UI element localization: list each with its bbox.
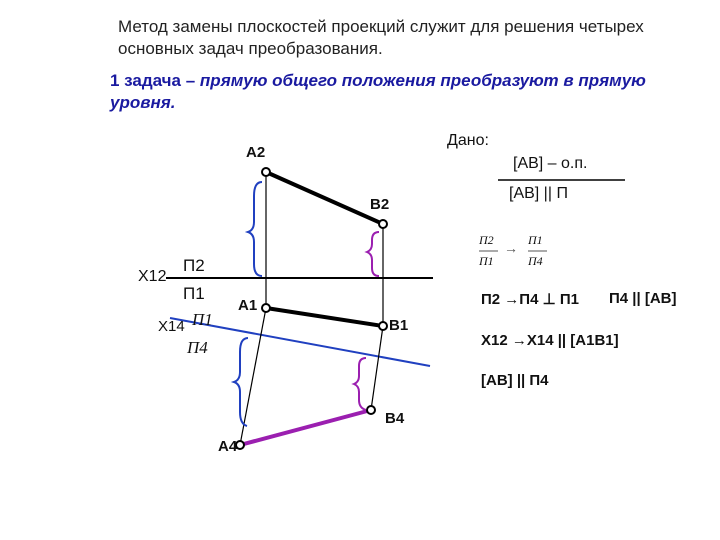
task-dash: – <box>181 71 200 90</box>
point-b1 <box>379 322 387 330</box>
label-x12: X12 <box>138 268 167 285</box>
segment-a1b1 <box>266 308 383 326</box>
label-a4: A4 <box>218 438 238 455</box>
label-p1: П1 <box>183 284 205 303</box>
fraction-bottom-right: П4 <box>528 254 543 268</box>
fraction-bottom-left: П1 <box>479 254 494 268</box>
label-b4: B4 <box>385 410 405 427</box>
label-p2: П2 <box>183 256 205 275</box>
point-a4 <box>236 441 244 449</box>
label-p1-italic: П1 <box>192 310 213 329</box>
task-line-2: уровня. <box>110 93 176 112</box>
intro-line-1: Метод замены плоскостей проекций служит для решения четырех <box>118 17 644 36</box>
label-a2: A2 <box>246 144 266 161</box>
task-number: 1 задача <box>110 71 182 90</box>
label-b2: B2 <box>370 196 390 213</box>
point-a1 <box>262 304 270 312</box>
task-line-1: прямую общего положения преобразуют в прямую <box>199 71 646 90</box>
brace-b4-distance <box>354 358 366 410</box>
given-title: Дано: <box>447 132 489 149</box>
condition-line-4: [AB] || П4 <box>481 372 549 389</box>
fraction-arrow-icon: → <box>504 240 518 256</box>
point-b4 <box>367 406 375 414</box>
label-b1: B1 <box>389 317 409 334</box>
given-line-1: [AB] – о.п. <box>513 155 588 172</box>
point-a2 <box>262 168 270 176</box>
point-b2 <box>379 220 387 228</box>
brace-b2-distance <box>367 232 379 276</box>
condition-line-1: П2 →П4 ⊥ П1 <box>481 291 579 308</box>
condition-line-2: П4 || [AB] <box>609 290 677 307</box>
given-line-2: [AB] || П <box>509 185 568 202</box>
segment-a2b2 <box>266 172 383 224</box>
label-p4-italic: П4 <box>187 338 208 357</box>
label-x14: X14 <box>158 318 185 335</box>
condition-line-3: X12 →X14 || [A1B1] <box>481 332 619 349</box>
segment-a4b4 <box>240 410 371 445</box>
brace-a2-distance <box>248 182 262 276</box>
link-line-b1-b4 <box>371 326 383 410</box>
label-a1: A1 <box>238 297 258 314</box>
intro-line-2: основных задач преобразования. <box>118 39 383 58</box>
fraction-top-right: П1 <box>528 233 543 247</box>
fraction-top-left: П2 <box>479 233 494 247</box>
